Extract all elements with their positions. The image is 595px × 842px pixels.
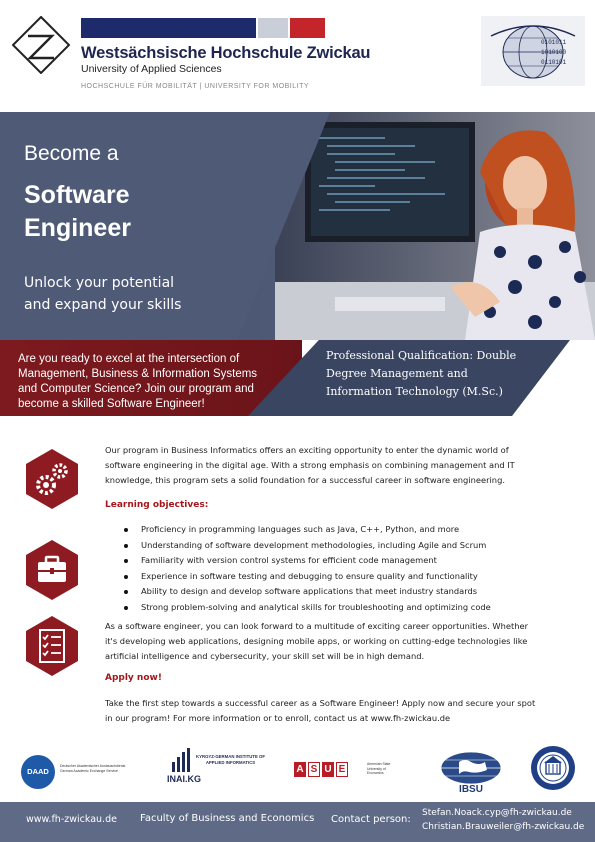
footer-email-2[interactable]: Christian.Brauweiler@fh-zwickau.de — [422, 822, 585, 832]
asue-logo — [294, 762, 348, 777]
partner-logos — [0, 740, 595, 798]
objectives-list — [124, 522, 564, 615]
qualification-text: Professional Qualification: Double Degree Management and Information Technology (M.Sc.) — [326, 349, 517, 398]
footer-email-1[interactable]: Stefan.Noack.cyp@fh-zwickau.de — [422, 808, 572, 818]
university-subtitle: University of Applied Sciences — [81, 63, 222, 75]
apply-heading: Apply now! — [105, 673, 162, 683]
asue-letter: A — [294, 762, 306, 777]
intro-paragraph: Our program in Business Informatics offers an exciting opportunity to enter the dynamic world of software engineering in the digital age. With a strong emphasis on combining management and IT knowledge, this program sets a solid foundation for a successful career in software engineering. — [105, 445, 515, 485]
brand-stripe-blue — [81, 18, 256, 38]
inai-bars-icon — [170, 748, 192, 772]
globe-binary-logo-icon — [481, 16, 585, 86]
list-item: Proficiency in programming languages such as Java, C++, Python, and more — [124, 522, 564, 538]
list-item: Experience in software testing and debugging to ensure quality and functionality — [124, 569, 564, 585]
list-item: Understanding of software development methodologies, including Agile and Scrum — [124, 538, 564, 554]
career-paragraph: As a software engineer, you can look forward to a multitude of exciting career opportunities. Whether it's developing web applications, designing mobile apps, or working on cutting-edge technologies like artificial intelligence and cybersecurity, your skill set will be in high demand. — [105, 621, 528, 661]
ibsu-logo-text: IBSU — [459, 784, 483, 795]
svg-text:0101011: 0101011 — [541, 39, 567, 46]
intro-text: Are you ready to excel at the intersection of Management, Business & Information Systems and Computer Science? Join our program and become a skilled Software Engineer! — [18, 353, 258, 410]
apply-paragraph: Take the first step towards a successful career as a Software Engineer! Apply now and secure your spot in our program! For more information or to enroll, contact us at www.fh-zwickau.de — [105, 698, 536, 723]
hero-tagline-line2: and expand your skills — [24, 297, 182, 313]
svg-text:1010100: 1010100 — [541, 49, 567, 56]
hero-become: Become a — [24, 142, 119, 165]
woman-at-computer-photo — [275, 112, 595, 340]
svg-text:0110101: 0110101 — [541, 59, 567, 66]
list-item: Strong problem-solving and analytical skills for troubleshooting and optimizing code — [124, 600, 564, 616]
footer-contact-label: Contact person: — [331, 814, 411, 825]
asue-letter: U — [322, 762, 334, 777]
brand-stripe-red — [290, 18, 325, 38]
university-name: Westsächsische Hochschule Zwickau — [81, 44, 371, 62]
inai-subtitle: KYRGYZ-GERMAN INSTITUTE OF APPLIED INFORMATICS — [196, 754, 265, 765]
hero-tagline — [24, 272, 181, 316]
hero-banner — [0, 112, 595, 340]
footer-website-link[interactable]: www.fh-zwickau.de — [26, 814, 117, 825]
hero-title — [24, 179, 131, 245]
brand-stripe-grey — [258, 18, 288, 38]
daad-subtitle: Deutscher Akademischer Austauschdienst German Academic Exchange Service — [60, 764, 126, 773]
wh-zwickau-logo-icon — [12, 16, 70, 74]
gears-icon — [20, 447, 84, 511]
hero-tagline-line1: Unlock your potential — [24, 275, 175, 291]
asue-subtitle: Armenian State University of Economics — [367, 762, 391, 776]
asue-letter: E — [336, 762, 348, 777]
university-seal-icon — [530, 745, 576, 791]
briefcase-icon — [20, 538, 84, 602]
asue-letter: S — [308, 762, 320, 777]
hero-title-software: Software — [24, 181, 130, 209]
checklist-icon — [20, 614, 84, 678]
list-item: Familiarity with version control systems for efficient code management — [124, 553, 564, 569]
objectives-heading: Learning objectives: — [105, 500, 209, 510]
footer-faculty: Faculty of Business and Economics — [140, 813, 315, 824]
inai-logo-text: INAI.KG — [167, 774, 202, 784]
hero-title-engineer: Engineer — [24, 214, 131, 242]
university-tagline: HOCHSCHULE FÜR MOBILITÄT | UNIVERSITY FOR MOBILITY — [81, 83, 310, 90]
list-item: Ability to design and develop software applications that meet industry standards — [124, 584, 564, 600]
daad-logo-text: DAAD — [27, 767, 49, 776]
